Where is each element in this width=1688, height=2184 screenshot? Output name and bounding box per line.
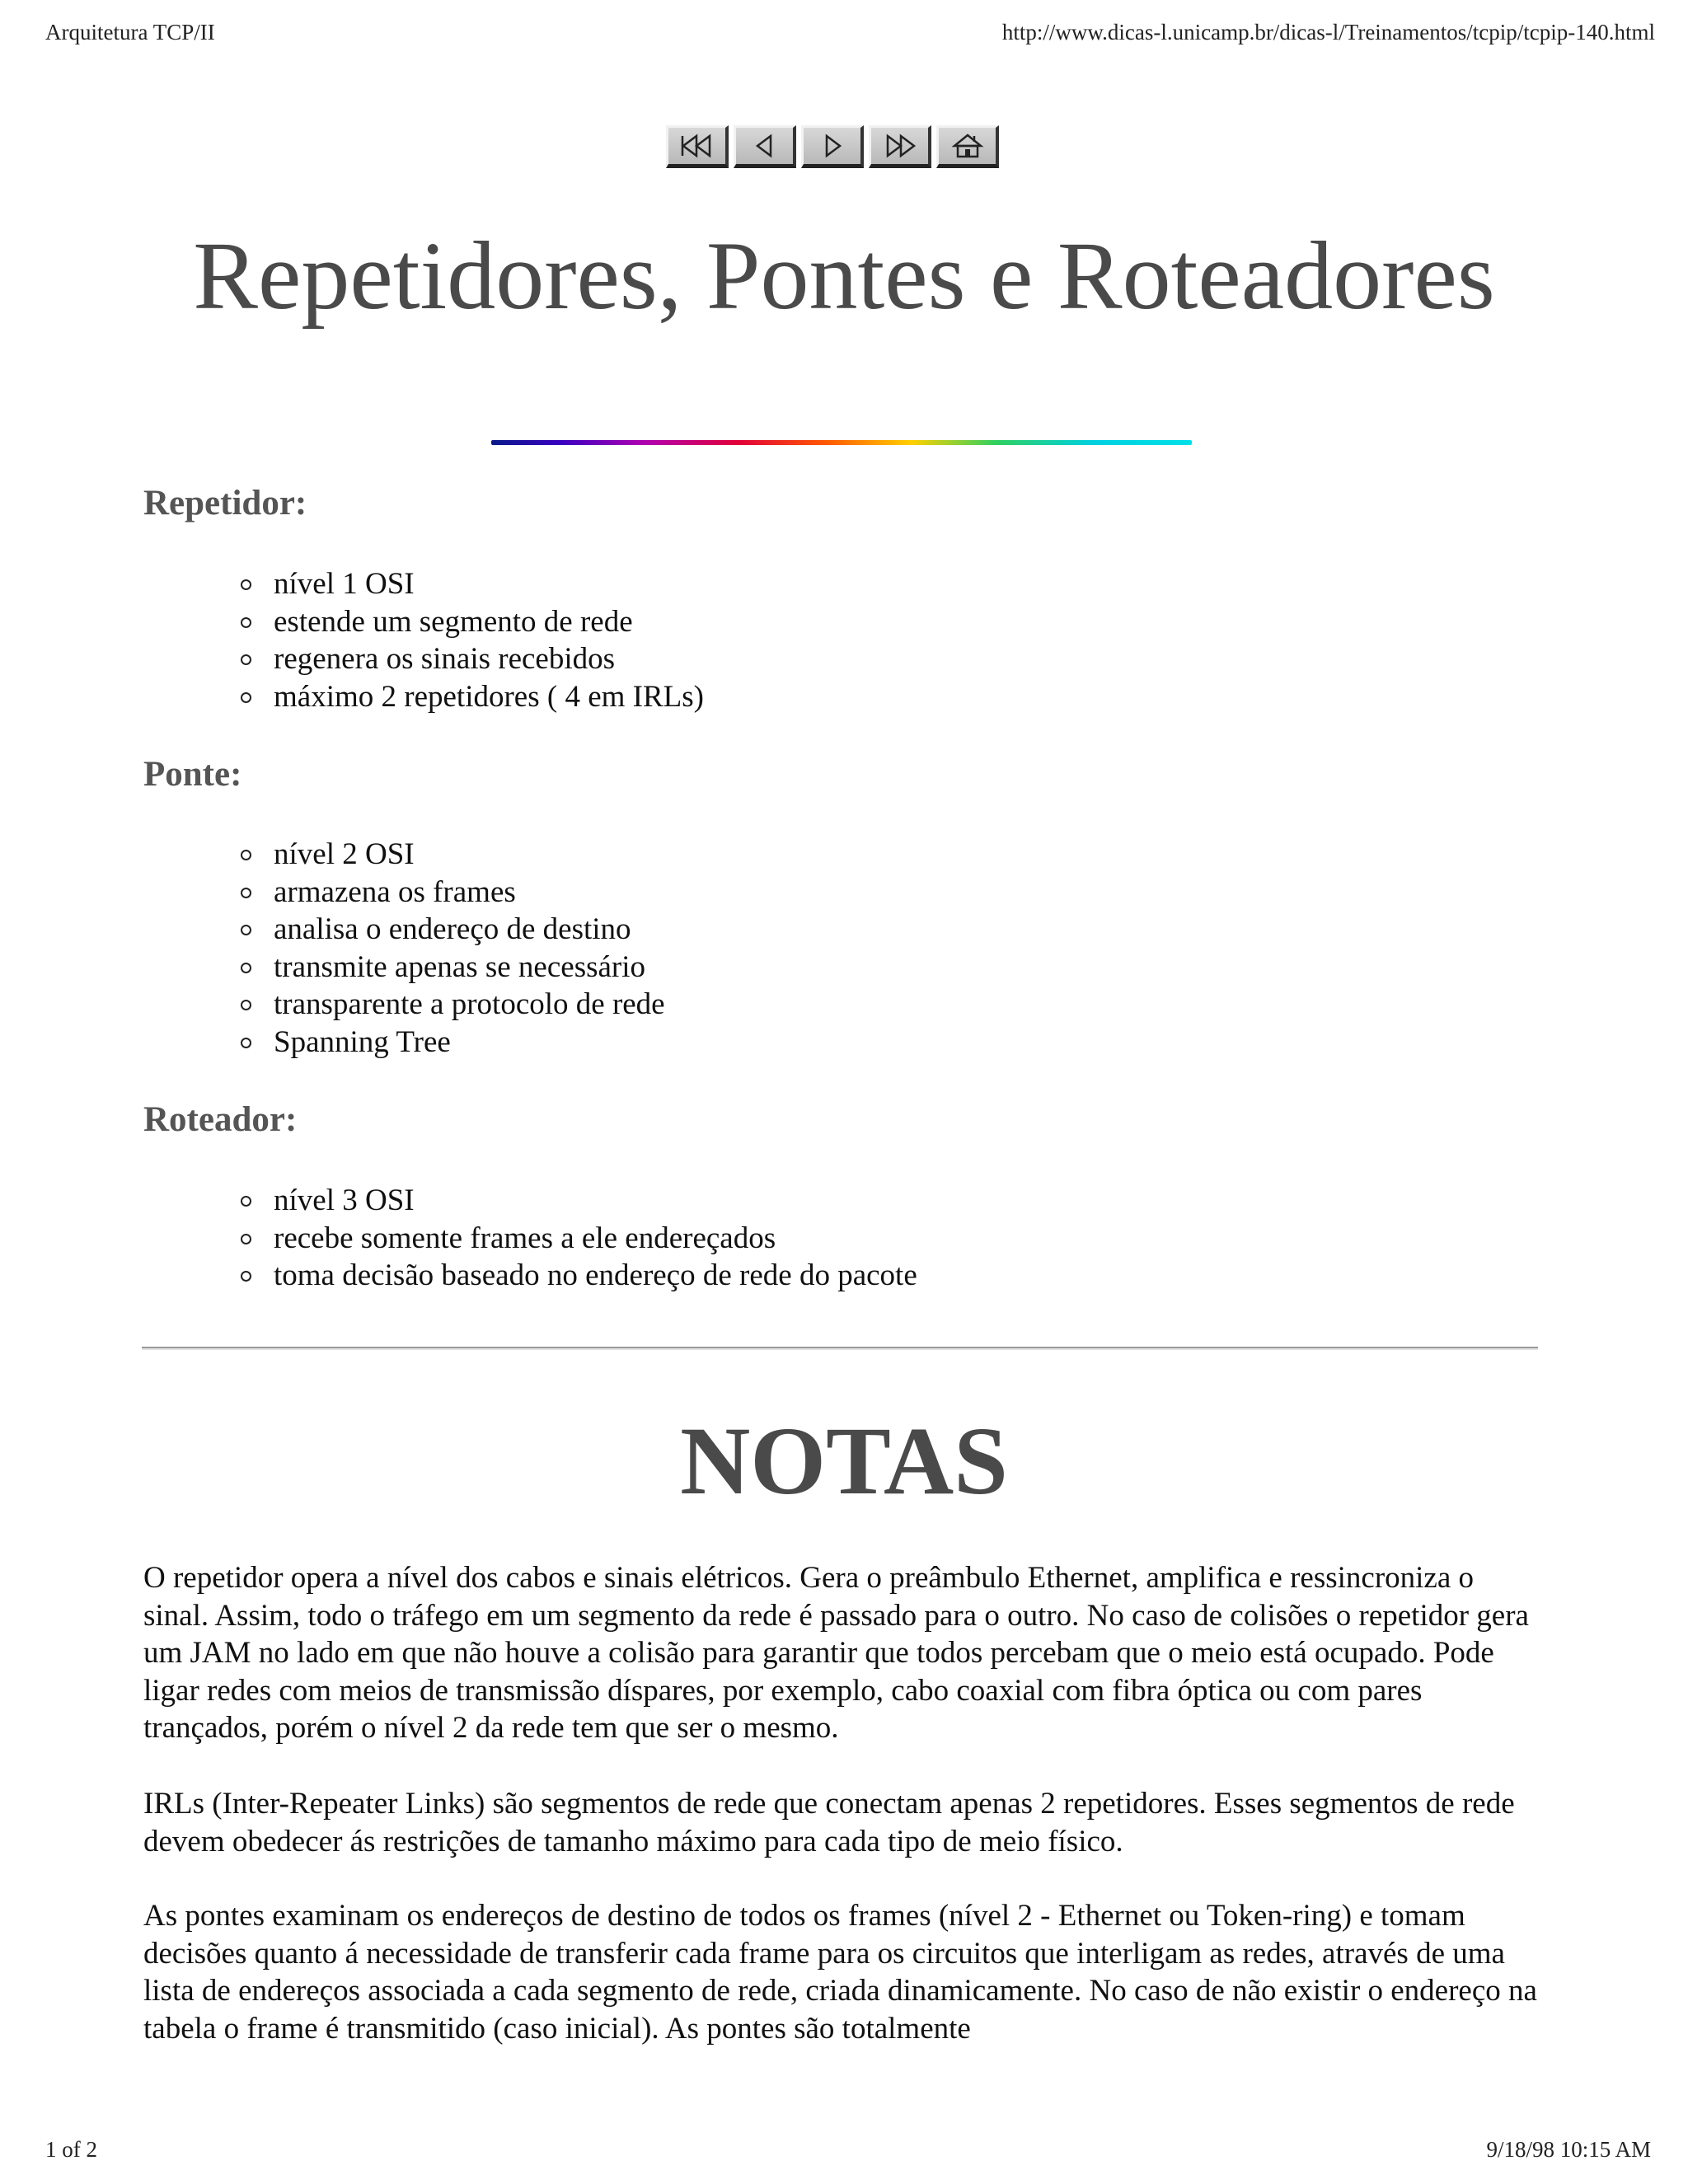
list-item: toma decisão baseado no endereço de rede do pacote [239, 1257, 917, 1295]
last-page-button[interactable] [869, 125, 931, 168]
home-button[interactable] [936, 125, 999, 168]
double-right-triangle-icon [882, 133, 918, 159]
list-item: armazena os frames [239, 874, 665, 912]
first-page-button[interactable] [666, 125, 729, 168]
print-header-url: http://www.dicas-l.unicamp.br/dicas-l/Treinamentos/tcpip/tcpip-140.html [1001, 20, 1655, 45]
print-footer-page: 1 of 2 [45, 2137, 97, 2162]
section-heading-ponte: Ponte: [143, 755, 242, 794]
list-item: nível 1 OSI [239, 565, 704, 603]
list-item: regenera os sinais recebidos [239, 640, 704, 678]
print-footer-datetime: 9/18/98 10:15 AM [1486, 2137, 1651, 2162]
notes-heading: NOTAS [680, 1407, 1008, 1515]
list-item: nível 2 OSI [239, 836, 665, 874]
roteador-list [239, 1182, 917, 1295]
list-item: analisa o endereço de destino [239, 911, 665, 949]
previous-page-button[interactable] [734, 125, 796, 168]
list-item: recebe somente frames a ele endereçados [239, 1220, 917, 1258]
page-title: Repetidores, Pontes e Roteadores [193, 222, 1495, 330]
print-header-title: Arquitetura TCP/II [45, 20, 215, 45]
notes-paragraph: As pontes examinam os endereços de destino de todos os frames (nível 2 - Ethernet ou Token-ring) e tomam decisões quanto á necessidade de transferir cada frame para os circuitos que interligam as redes, através de uma lista de endereços associada a cada segmento de rede, criada dinamicamente. No caso de não existir o endereço na tabela o frame é transmitido (caso inicial). As pontes são totalmente [143, 1899, 1537, 2046]
section-heading-repetidor: Repetidor: [143, 484, 307, 523]
list-item: transmite apenas se necessário [239, 949, 665, 987]
left-triangle-icon [747, 133, 783, 159]
double-left-triangle-icon [679, 133, 715, 159]
navigation-bar [666, 125, 999, 168]
list-item: Spanning Tree [239, 1024, 665, 1062]
house-icon [950, 133, 986, 159]
horizontal-divider [142, 1347, 1538, 1350]
next-page-button[interactable] [801, 125, 864, 168]
list-item: máximo 2 repetidores ( 4 em IRLs) [239, 678, 704, 716]
ponte-list [239, 836, 665, 1061]
notes-paragraph: O repetidor opera a nível dos cabos e sinais elétricos. Gera o preâmbulo Ethernet, amplifica e ressincroniza o sinal. Assim, todo o tráfego em um segmento da rede é passado para o outro. No caso de colisões o repetidor gera um JAM no lado em que não houve a colisão para garantir que todos percebam que o meio está ocupado. Pode ligar redes com meios de transmissão díspares, por exemplo, cabo coaxial com fibra óptica ou com pares trançados, porém o nível 2 da rede tem que ser o mesmo. [143, 1561, 1529, 1745]
repetidor-list [239, 565, 704, 715]
right-triangle-icon [814, 133, 851, 159]
notes-paragraph: IRLs (Inter-Repeater Links) são segmentos de rede que conectam apenas 2 repetidores. Esses segmentos de rede devem obedecer ás restrições de tamanho máximo para cada tipo de meio físico. [143, 1787, 1515, 1858]
list-item: transparente a protocolo de rede [239, 986, 665, 1024]
rainbow-divider [491, 440, 1192, 445]
list-item: estende um segmento de rede [239, 603, 704, 641]
section-heading-roteador: Roteador: [143, 1100, 298, 1139]
list-item: nível 3 OSI [239, 1182, 917, 1220]
